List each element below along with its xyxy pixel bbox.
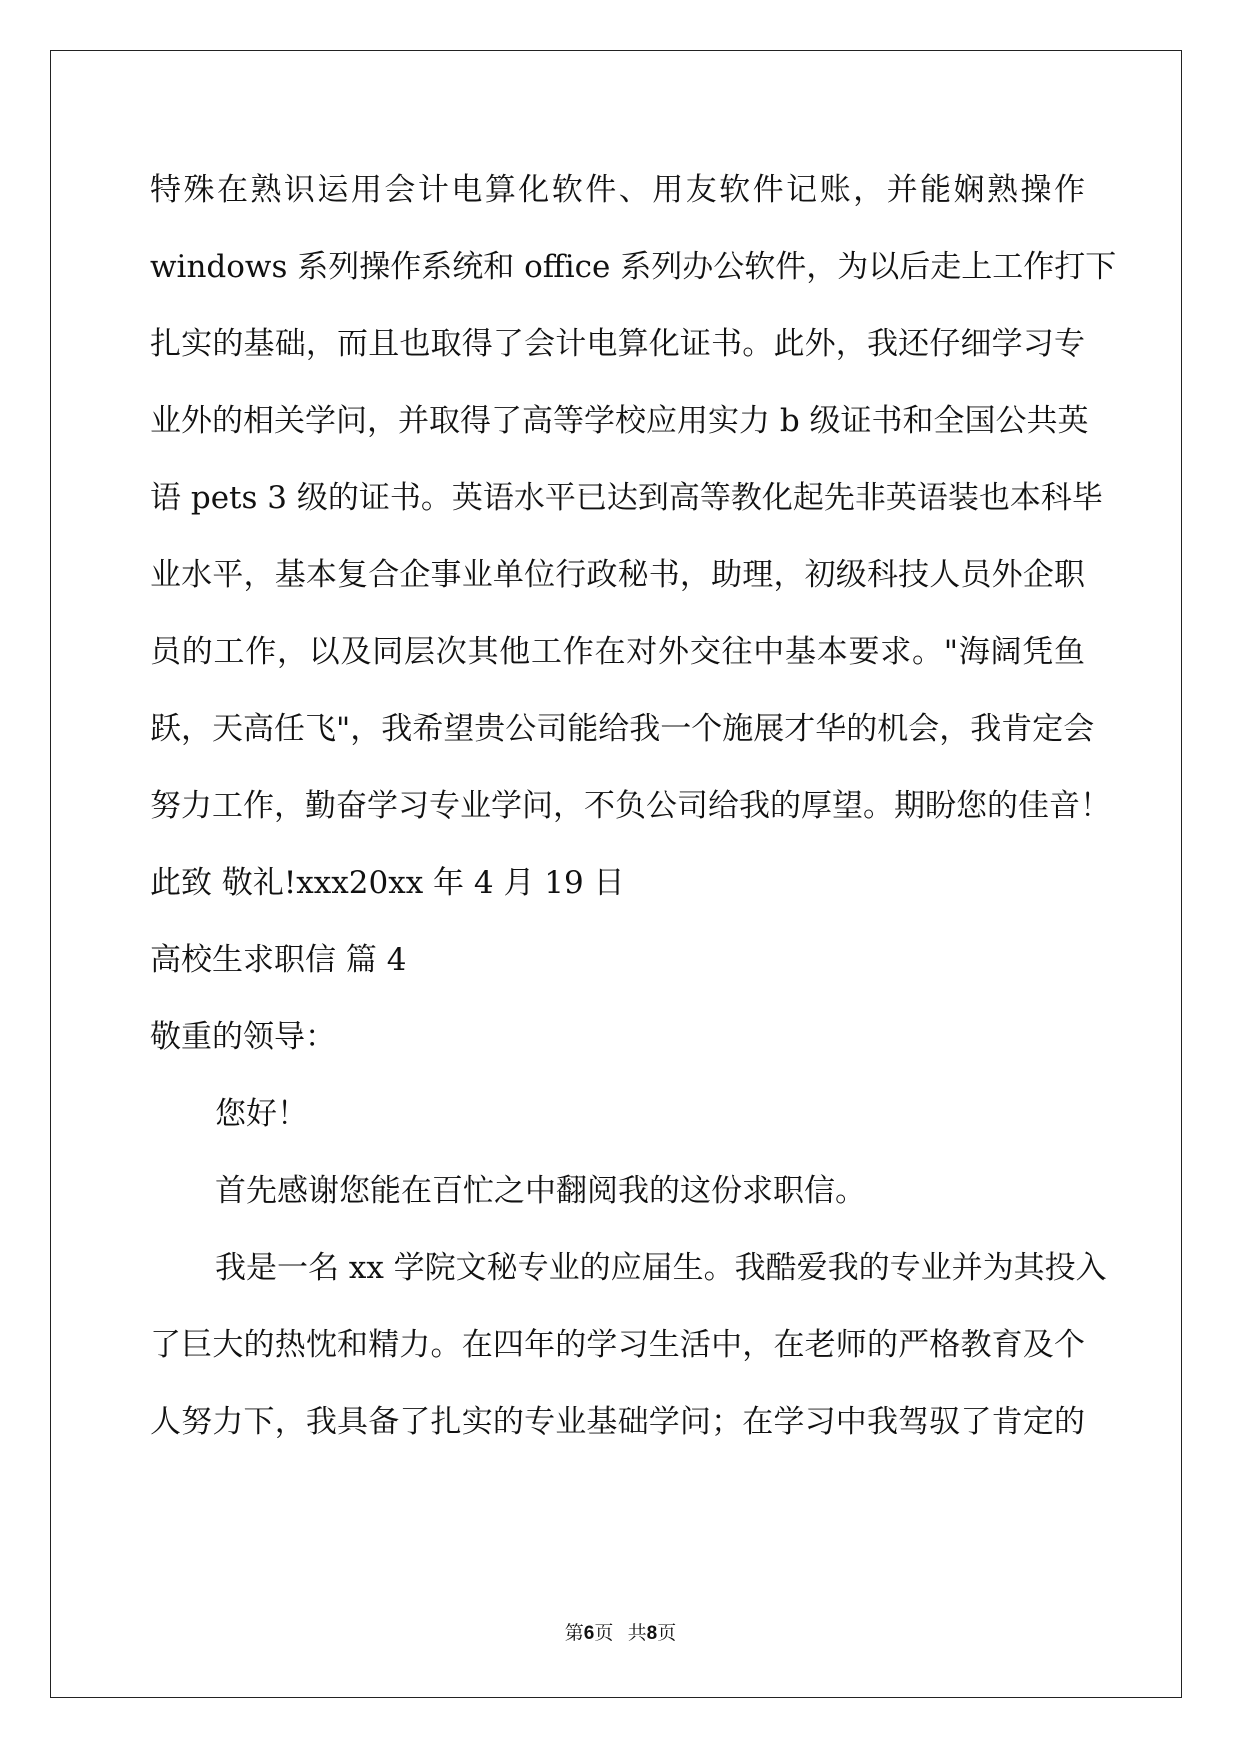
body-line-8: 跃，天高任飞"，我希望贵公司能给我一个施展才华的机会，我肯定会 [150,711,1095,747]
body-line-9: 努力工作，勤奋学习专业学问，不负公司给我的厚望。期盼您的佳音！ [150,788,1111,824]
body-line-7: 员的工作，以及同层次其他工作在对外交往中基本要求。"海阔凭鱼 [150,634,1085,670]
paragraph-line-1: 我是一名 xx 学院文秘专业的应届生。我酷爱我的专业并为其投入 [215,1250,1107,1286]
paragraph-line-3: 人努力下，我具备了扎实的专业基础学问；在学习中我驾驭了肯定的 [150,1404,1085,1440]
body-line-4: 业外的相关学问，并取得了高等学校应用实力 b 级证书和全国公共英 [150,403,1089,439]
body-line-3: 扎实的基础，而且也取得了会计电算化证书。此外，我还仔细学习专 [150,326,1085,362]
closing-line: 此致 敬礼!xxx20xx 年 4 月 19 日 [150,865,625,901]
salutation: 敬重的领导： [150,1019,336,1055]
footer-suffix: 页 [657,1623,677,1644]
body-line-5: 语 pets 3 级的证书。英语水平已达到高等教化起先非英语装也本科毕 [150,480,1103,516]
greeting: 您好！ [215,1096,308,1132]
footer-prefix: 第 [564,1623,584,1644]
body-line-2: windows 系列操作系统和 office 系列办公软件，为以后走上工作打下 [150,249,1117,285]
footer-page-number: 6 [583,1623,595,1644]
paragraph-line-2: 了巨大的热忱和精力。在四年的学习生活中，在老师的严格教育及个 [150,1327,1085,1363]
body-line-6: 业水平，基本复合企事业单位行政秘书，助理，初级科技人员外企职 [150,557,1085,593]
section-heading: 高校生求职信 篇 4 [150,942,407,978]
footer-mid: 页 共 [594,1623,647,1644]
paragraph-opening: 首先感谢您能在百忙之中翻阅我的这份求职信。 [215,1173,866,1209]
footer-total-pages: 8 [646,1623,658,1644]
body-line-1: 特殊在熟识运用会计电算化软件、用友软件记账，并能娴熟操作 [150,172,1085,208]
page-footer [0,1618,1241,1645]
